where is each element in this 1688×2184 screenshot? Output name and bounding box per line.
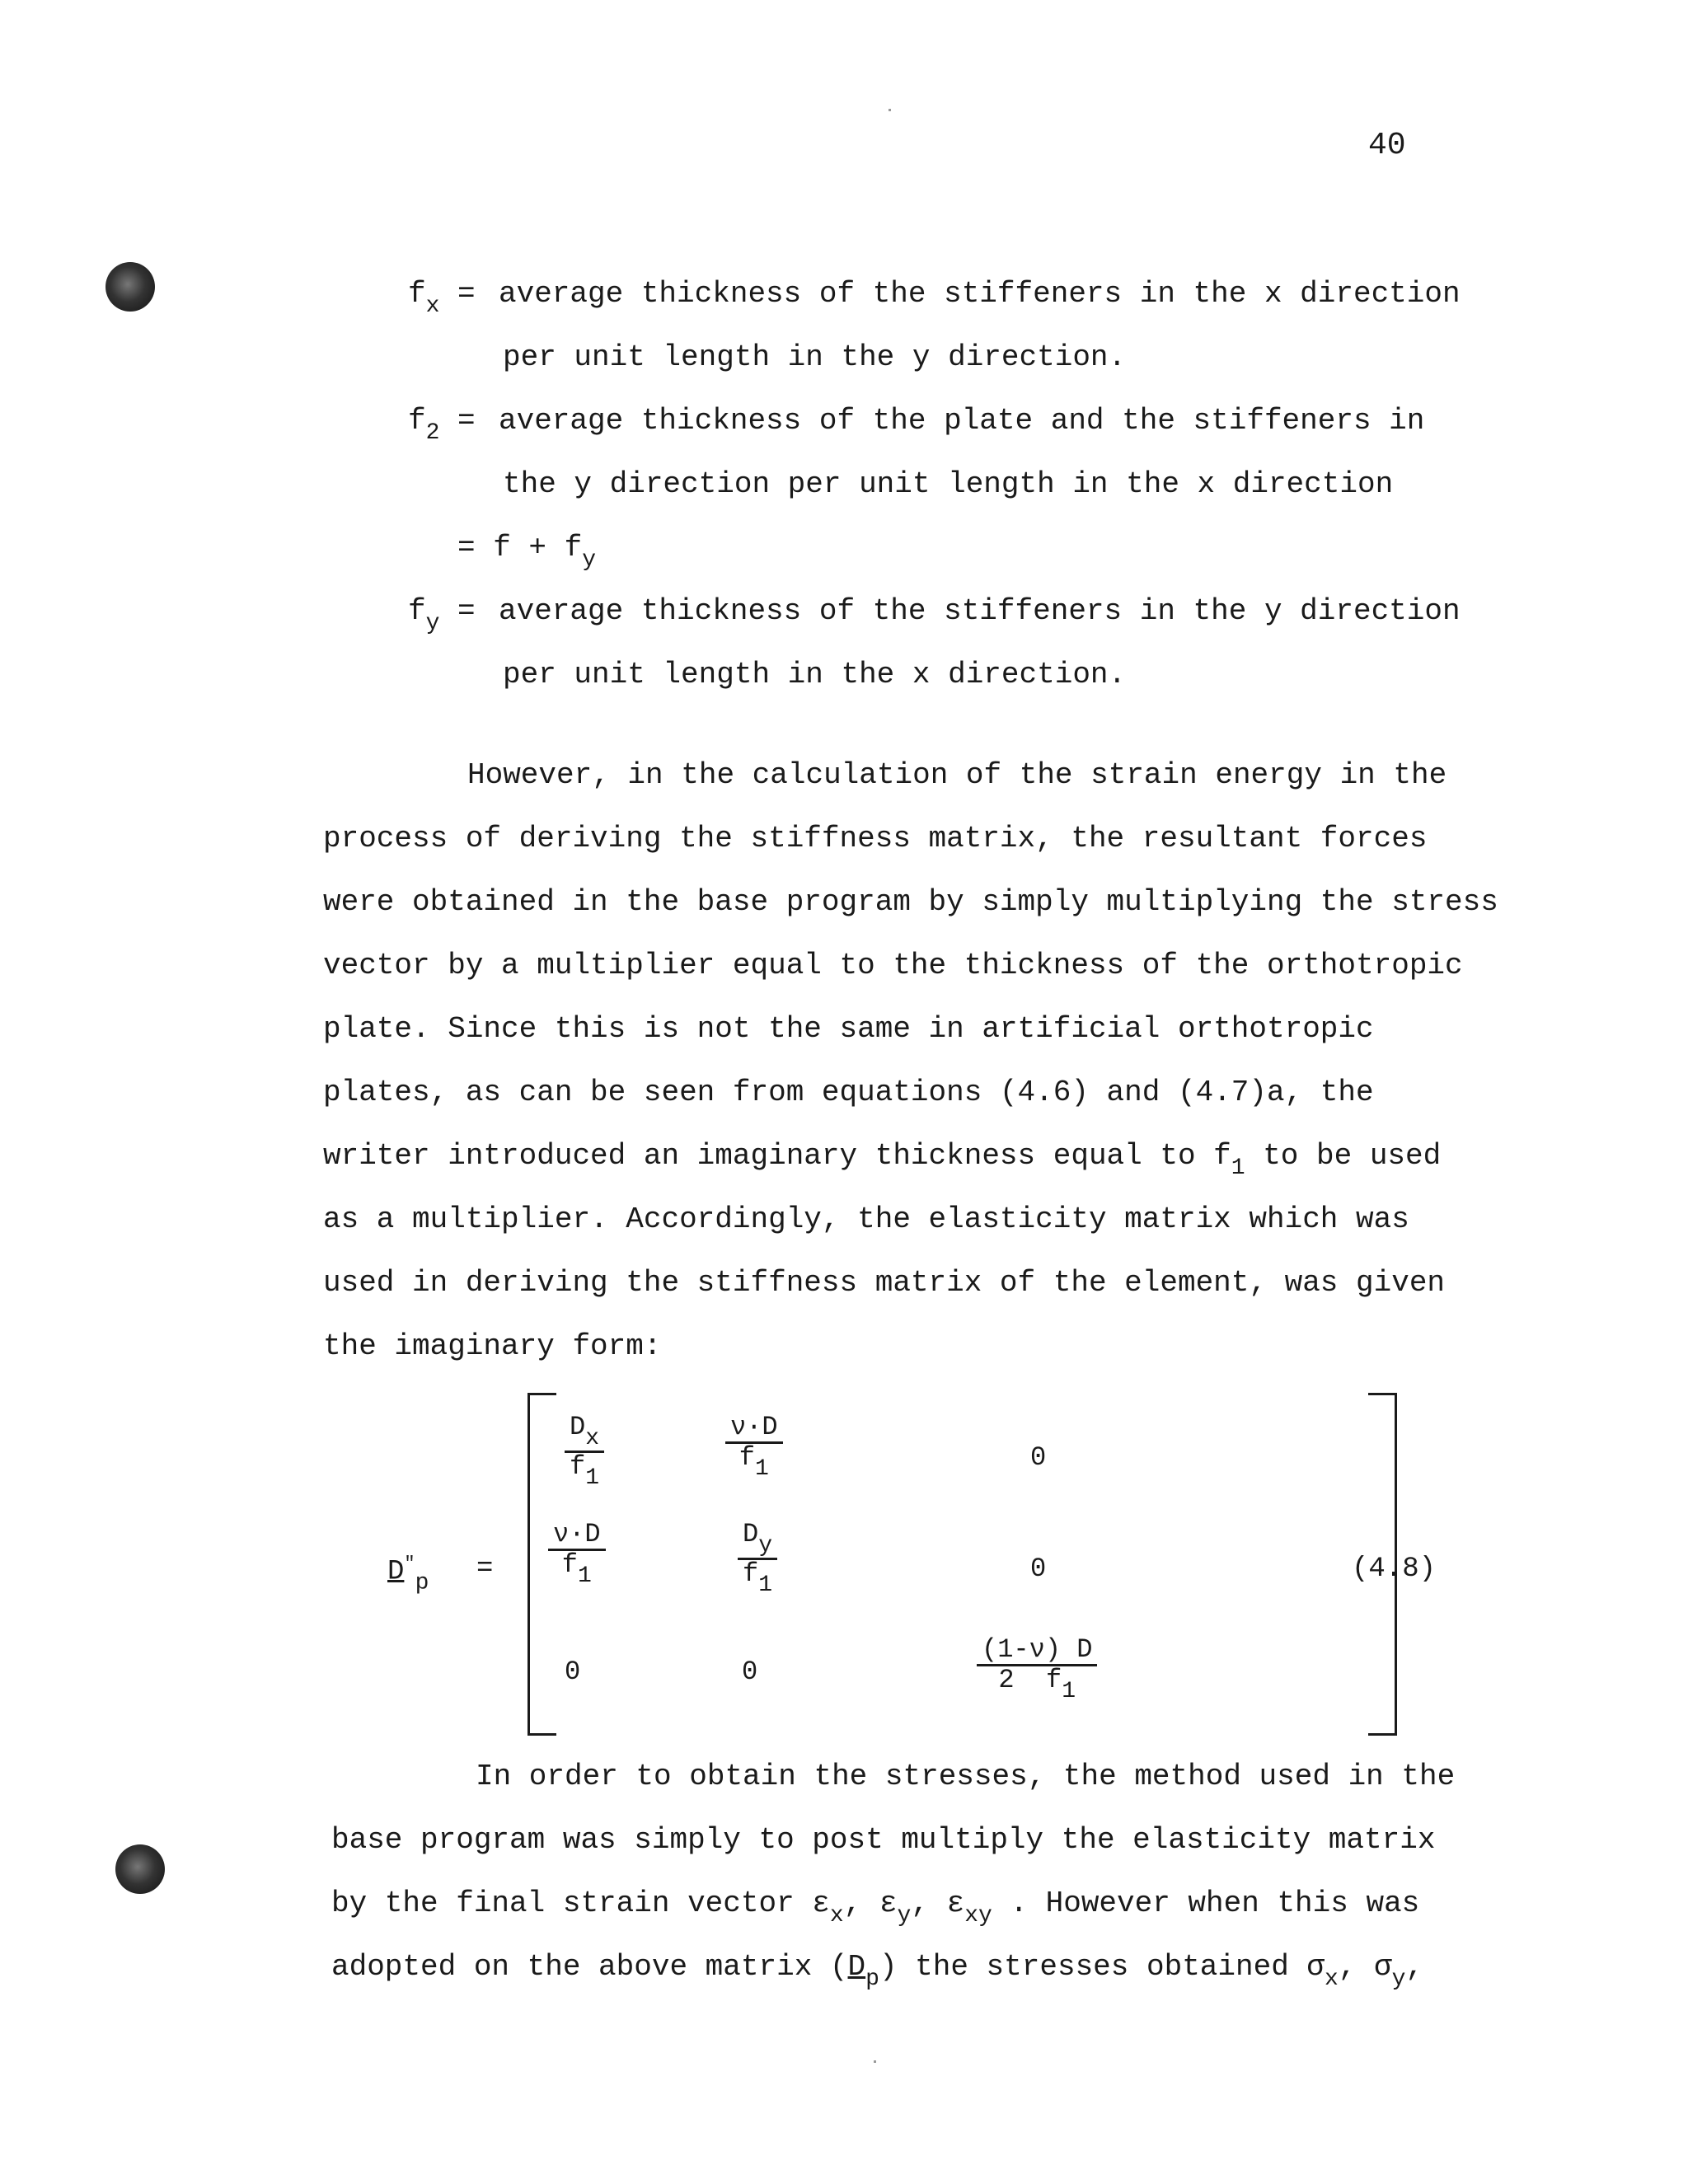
scan-mark bbox=[874, 2060, 876, 2063]
strain-vector-line: by the final strain vector $\varepsilon_x$, $\varepsilon_y$, $\varepsilon_{xy}$ . However when this was bbox=[331, 1886, 1420, 1929]
matrix-cell-r2c3: 0 bbox=[1030, 1554, 1047, 1584]
equation-number: (4.8) bbox=[1352, 1554, 1437, 1585]
scan-mark bbox=[889, 109, 891, 111]
equation-4-8: $D^"_p$ = $\frac{D_x}{f_1}$ $\frac{\nu\cdot D}{f_1}$ 0 $\frac{\nu\cdot D}{f_1}$ $\frac{D_y}{f_1}$ 0 0 0 $\frac{(1-\nu) D}{2 f_1}$ (4.8) bbox=[387, 1393, 1475, 1739]
punch-hole-top bbox=[106, 262, 155, 312]
paragraph-line-f1: writer introduced an imaginary thickness equal to $f_1$ to be used bbox=[323, 1139, 1442, 1181]
page-number: 40 bbox=[1368, 128, 1406, 163]
document-page: 40 $f_x$ = average thickness of the stiffeners in the x direction per unit length in the y direction. $f_2$ = average thickness of the plate and the stiffeners in the y direction per unit length in the x direction = $f + f_y$ $f_y$ = average thickness of the stiffeners in the y direction per unit length in the x direction. However, in the calculation of the strain energy in the process of deriving the stiffness matrix, the resultant forces were obtained in the base program by simply multiplying the stress vector by a multiplier equal to the thickness of the orthotropic plate. Since this is not the same in artificial orthotropic plates, as can be seen from equations (4.6) and (4.7)a, the writer introduced an imaginary thickness equal to $f_1$ to be used as a multiplier. Accordingly, the elasticity matrix which was used in deriving the stiffness matrix of the element, was given the imaginary form: $D^"_p$ = $\frac{D_x}{f_1}$ $\frac{\nu\cdot D}{f_1}$ 0 $\frac{\nu\cdot D}{f_1}$ $\frac{D_y}{f_1}$ 0 0 0 $\frac{(1-\nu) D}{2 f_1}$ (4.8) In order to obtain the stresses, the method used in the base program was simply to post multiply the elasticity matrix by the final strain vector $\varepsilon_x$, $\varepsilon_y$, $\varepsilon_{xy}$ . However when this was adopted on the above matrix $(D_p)$ the stresses obtained $\sigma_x$, $\sigma_y$, bbox=[0, 0, 1688, 2184]
matrix-lhs: $D^"_p$ bbox=[387, 1554, 429, 1596]
matrix-cell-r1c2: $\frac{\nu\cdot D}{f_1}$ bbox=[725, 1413, 783, 1481]
matrix-cell-r1c3: 0 bbox=[1030, 1442, 1047, 1473]
paragraph-strain-energy: However, in the calculation of the strain energy in the process of deriving the stiffness matrix, the resultant forces were obtained in the base program by simply multiplying the stress vector by a multiplier equal to the thickness of the orthotropic plate. Since this is not the same in artificial orthotropic plates, as can be seen from equations (4.6) and (4.7)a, the writer introduced an imaginary thickness equal to $f_1$ to be used as a multiplier. Accordingly, the elasticity matrix which was used in deriving the stiffness matrix of the element, was given the imaginary form: bbox=[323, 743, 1526, 1378]
matrix-cell-r2c2: $\frac{D_y}{f_1}$ bbox=[738, 1521, 777, 1598]
stress-line: adopted on the above matrix $(D_p)$ the stresses obtained $\sigma_x$, $\sigma_y$, bbox=[331, 1950, 1424, 1992]
matrix-cell-r1c1: $\frac{D_x}{f_1}$ bbox=[565, 1413, 604, 1491]
punch-hole-bottom bbox=[115, 1844, 165, 1894]
paragraph-stresses: In order to obtain the stresses, the method used in the base program was simply to post multiply the elasticity matrix by the final strain vector $\varepsilon_x$, $\varepsilon_y$, $\varepsilon_{xy}$ . However when this was adopted on the above matrix $(D_p)$ the stresses obtained $\sigma_x$, $\sigma_y$, bbox=[331, 1745, 1535, 1999]
matrix-cell-r3c2: 0 bbox=[742, 1657, 758, 1687]
matrix-cell-r3c1: 0 bbox=[565, 1657, 581, 1687]
matrix-cell-r2c1: $\frac{\nu\cdot D}{f_1}$ bbox=[548, 1521, 606, 1588]
matrix-cell-r3c3: $\frac{(1-\nu) D}{2 f_1}$ bbox=[977, 1636, 1097, 1704]
